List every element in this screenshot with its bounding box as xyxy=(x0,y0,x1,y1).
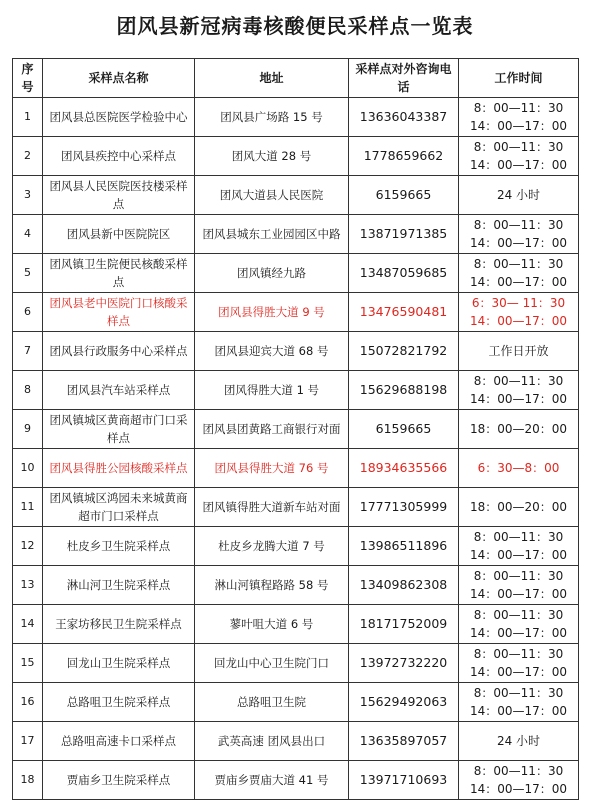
contact-phone: 13971710693 xyxy=(349,761,459,800)
table-row xyxy=(13,761,579,800)
working-hours xyxy=(459,176,579,215)
hours-line: 8：00—11：30 xyxy=(473,608,564,622)
hours-line: 8：00—11：30 xyxy=(473,530,564,544)
site-name: 总路咀高速卡口采样点 xyxy=(43,722,195,761)
site-address: 武英高速 团风县出口 xyxy=(195,722,349,761)
site-name: 团风镇城区黄商超市门口采样点 xyxy=(43,410,195,449)
working-hours xyxy=(459,566,579,605)
table-row xyxy=(13,488,579,527)
hours-line: 24 小时 xyxy=(496,188,541,202)
site-name: 团风镇卫生院便民核酸采样点 xyxy=(43,254,195,293)
working-hours xyxy=(459,371,579,410)
hours-line: 14：00—17：00 xyxy=(469,158,568,172)
contact-phone: 13972732220 xyxy=(349,644,459,683)
table-row xyxy=(13,683,579,722)
row-number: 3 xyxy=(13,176,43,215)
row-number: 11 xyxy=(13,488,43,527)
table-row xyxy=(13,644,579,683)
row-number: 9 xyxy=(13,410,43,449)
site-address: 团风县城东工业园园区中路 xyxy=(195,215,349,254)
site-address: 淋山河镇程路路 58 号 xyxy=(195,566,349,605)
site-name: 杜皮乡卫生院采样点 xyxy=(43,527,195,566)
working-hours xyxy=(459,215,579,254)
contact-phone: 15629492063 xyxy=(349,683,459,722)
hours-line: 18：00—20：00 xyxy=(469,422,568,436)
hours-line: 14：00—17：00 xyxy=(469,782,568,796)
row-number: 12 xyxy=(13,527,43,566)
hours-line: 14：00—17：00 xyxy=(469,548,568,562)
contact-phone: 17771305999 xyxy=(349,488,459,527)
hours-line: 8：00—11：30 xyxy=(473,374,564,388)
site-address: 杜皮乡龙腾大道 7 号 xyxy=(195,527,349,566)
working-hours xyxy=(459,761,579,800)
site-name: 团风县汽车站采样点 xyxy=(43,371,195,410)
working-hours xyxy=(459,98,579,137)
site-address: 贾庙乡贾庙大道 41 号 xyxy=(195,761,349,800)
site-address: 团风县迎宾大道 68 号 xyxy=(195,332,349,371)
table-row xyxy=(13,722,579,761)
table-row xyxy=(13,605,579,644)
working-hours xyxy=(459,605,579,644)
working-hours xyxy=(459,254,579,293)
site-address: 蓼叶咀大道 6 号 xyxy=(195,605,349,644)
hours-line: 14：00—17：00 xyxy=(469,587,568,601)
row-number: 14 xyxy=(13,605,43,644)
contact-phone: 13871971385 xyxy=(349,215,459,254)
hours-line: 8：00—11：30 xyxy=(473,218,564,232)
site-address: 团风县得胜大道 76 号 xyxy=(195,449,349,488)
row-number: 8 xyxy=(13,371,43,410)
row-number: 6 xyxy=(13,293,43,332)
hours-line: 18：00—20：00 xyxy=(469,500,568,514)
site-name: 团风县人民医院医技楼采样点 xyxy=(43,176,195,215)
row-number: 18 xyxy=(13,761,43,800)
contact-phone: 13636043387 xyxy=(349,98,459,137)
row-number: 1 xyxy=(13,98,43,137)
table-row xyxy=(13,332,579,371)
site-name: 团风县行政服务中心采样点 xyxy=(43,332,195,371)
working-hours xyxy=(459,293,579,332)
contact-phone: 13986511896 xyxy=(349,527,459,566)
hours-line: 14：00—17：00 xyxy=(469,392,568,406)
working-hours xyxy=(459,137,579,176)
hours-line: 8：00—11：30 xyxy=(473,686,564,700)
site-name: 团风镇城区鸿园未来城黄商超市门口采样点 xyxy=(43,488,195,527)
contact-phone: 13476590481 xyxy=(349,293,459,332)
working-hours xyxy=(459,410,579,449)
contact-phone: 18171752009 xyxy=(349,605,459,644)
site-name: 团风县老中医院门口核酸采样点 xyxy=(43,293,195,332)
working-hours xyxy=(459,683,579,722)
contact-phone: 1778659662 xyxy=(349,137,459,176)
header-name: 采样点名称 xyxy=(43,59,195,98)
table-body xyxy=(13,98,579,800)
site-name: 团风县总医院医学检验中心 xyxy=(43,98,195,137)
hours-line: 8：00—11：30 xyxy=(473,764,564,778)
row-number: 10 xyxy=(13,449,43,488)
table-row xyxy=(13,410,579,449)
header-no: 序号 xyxy=(13,59,43,98)
site-address: 团风县团黄路工商银行对面 xyxy=(195,410,349,449)
table-row xyxy=(13,176,579,215)
contact-phone: 15629688198 xyxy=(349,371,459,410)
hours-line: 14：00—17：00 xyxy=(469,704,568,718)
hours-line: 14：00—17：00 xyxy=(469,236,568,250)
hours-line: 工作日开放 xyxy=(488,344,549,358)
row-number: 15 xyxy=(13,644,43,683)
site-name: 团风县新中医院院区 xyxy=(43,215,195,254)
table-row xyxy=(13,527,579,566)
site-address: 团风县得胜大道 9 号 xyxy=(195,293,349,332)
contact-phone: 13635897057 xyxy=(349,722,459,761)
table-row xyxy=(13,371,579,410)
contact-phone: 13409862308 xyxy=(349,566,459,605)
hours-line: 14：00—17：00 xyxy=(469,275,568,289)
row-number: 16 xyxy=(13,683,43,722)
table-row xyxy=(13,254,579,293)
row-number: 7 xyxy=(13,332,43,371)
site-name: 总路咀卫生院采样点 xyxy=(43,683,195,722)
site-name: 回龙山卫生院采样点 xyxy=(43,644,195,683)
table-row xyxy=(13,137,579,176)
table-row xyxy=(13,449,579,488)
site-address: 团风得胜大道 1 号 xyxy=(195,371,349,410)
row-number: 5 xyxy=(13,254,43,293)
working-hours xyxy=(459,722,579,761)
hours-line: 6：30—8：00 xyxy=(477,461,560,475)
site-address: 团风镇得胜大道新车站对面 xyxy=(195,488,349,527)
working-hours xyxy=(459,527,579,566)
site-address: 总路咀卫生院 xyxy=(195,683,349,722)
working-hours xyxy=(459,644,579,683)
hours-line: 24 小时 xyxy=(496,734,541,748)
contact-phone: 13487059685 xyxy=(349,254,459,293)
contact-phone: 15072821792 xyxy=(349,332,459,371)
header-phone: 采样点对外咨询电话 xyxy=(349,59,459,98)
table-row xyxy=(13,215,579,254)
hours-line: 8：00—11：30 xyxy=(473,101,564,115)
contact-phone: 18934635566 xyxy=(349,449,459,488)
header-hours: 工作时间 xyxy=(459,59,579,98)
site-name: 王家坊移民卫生院采样点 xyxy=(43,605,195,644)
row-number: 17 xyxy=(13,722,43,761)
site-name: 淋山河卫生院采样点 xyxy=(43,566,195,605)
row-number: 2 xyxy=(13,137,43,176)
hours-line: 8：00—11：30 xyxy=(473,140,564,154)
hours-line: 14：00—17：00 xyxy=(469,314,568,328)
site-address: 团风大道县人民医院 xyxy=(195,176,349,215)
hours-line: 14：00—17：00 xyxy=(469,665,568,679)
site-address: 团风大道 28 号 xyxy=(195,137,349,176)
site-name: 团风县得胜公园核酸采样点 xyxy=(43,449,195,488)
working-hours xyxy=(459,332,579,371)
row-number: 13 xyxy=(13,566,43,605)
sampling-sites-table xyxy=(12,58,579,800)
hours-line: 8：00—11：30 xyxy=(473,257,564,271)
contact-phone: 6159665 xyxy=(349,410,459,449)
hours-line: 14：00—17：00 xyxy=(469,626,568,640)
working-hours xyxy=(459,488,579,527)
page-title: 团风县新冠病毒核酸便民采样点一览表 xyxy=(116,14,474,38)
table-row xyxy=(13,293,579,332)
table-row xyxy=(13,566,579,605)
hours-line: 8：00—11：30 xyxy=(473,647,564,661)
site-name: 团风县疾控中心采样点 xyxy=(43,137,195,176)
table-row xyxy=(13,98,579,137)
hours-line: 8：00—11：30 xyxy=(473,569,564,583)
site-name: 贾庙乡卫生院采样点 xyxy=(43,761,195,800)
site-address: 回龙山中心卫生院门口 xyxy=(195,644,349,683)
hours-line: 6：30— 11：30 xyxy=(471,296,566,310)
header-address: 地址 xyxy=(195,59,349,98)
hours-line: 14：00—17：00 xyxy=(469,119,568,133)
working-hours xyxy=(459,449,579,488)
table-header-row xyxy=(13,59,579,98)
site-address: 团风镇经九路 xyxy=(195,254,349,293)
contact-phone: 6159665 xyxy=(349,176,459,215)
site-address: 团风县广场路 15 号 xyxy=(195,98,349,137)
row-number: 4 xyxy=(13,215,43,254)
